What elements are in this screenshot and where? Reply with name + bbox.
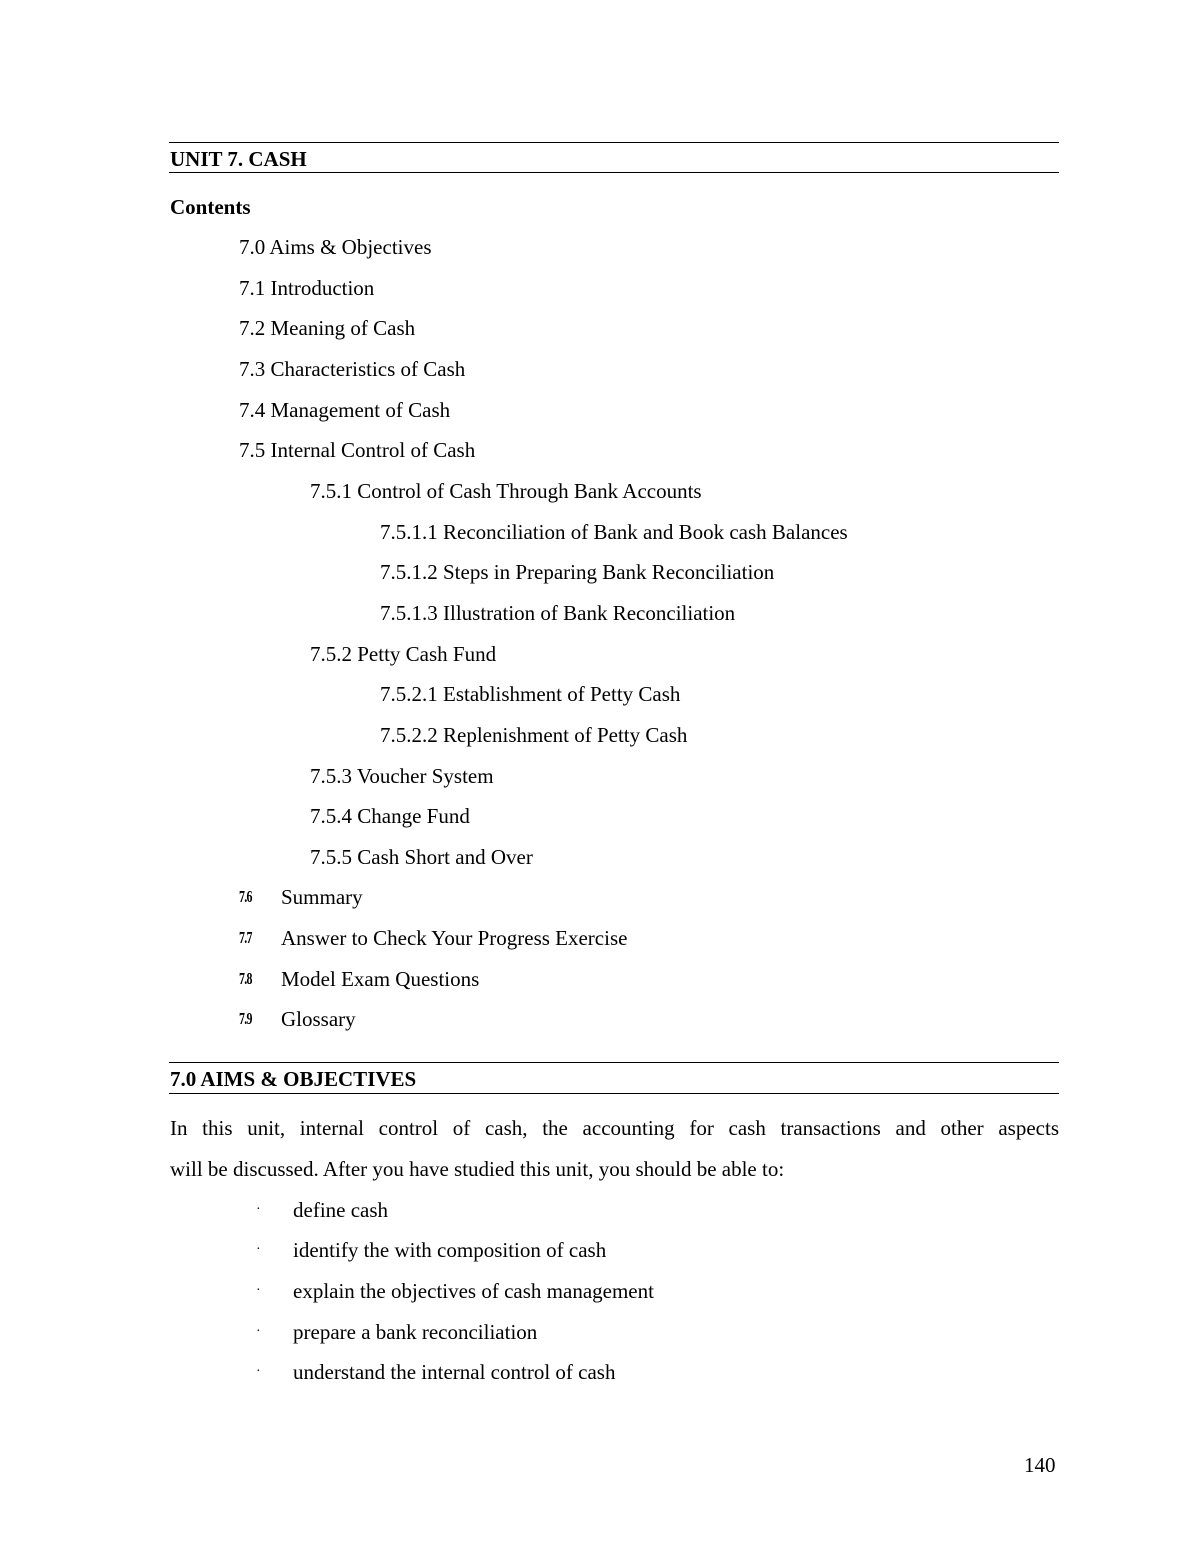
toc-item: 7.5 Internal Control of Cash [239, 438, 476, 462]
objective-item: define cash [293, 1198, 389, 1222]
toc-number: 7.9 [239, 1009, 252, 1028]
intro-paragraph-line: will be discussed. After you have studied this unit, you should be able to: [170, 1157, 785, 1181]
toc-item: 7.3 Characteristics of Cash [239, 357, 466, 381]
bullet-icon: · [256, 1364, 261, 1379]
objective-item: understand the internal control of cash [293, 1360, 616, 1384]
toc-subsubitem: 7.5.2.1 Establishment of Petty Cash [380, 682, 681, 706]
intro-paragraph-line: In this unit, internal control of cash, the accounting for cash transactions and other aspects [170, 1116, 1059, 1140]
objective-item: prepare a bank reconciliation [293, 1320, 538, 1344]
section-top-rule [169, 1062, 1059, 1063]
objective-item: explain the objectives of cash management [293, 1279, 654, 1303]
bullet-icon: · [256, 1202, 261, 1217]
toc-subsubitem: 7.5.1.2 Steps in Preparing Bank Reconciliation [380, 560, 775, 584]
toc-item: Model Exam Questions [281, 967, 480, 991]
toc-number: 7.8 [239, 969, 252, 988]
toc-subsubitem: 7.5.1.1 Reconciliation of Bank and Book cash Balances [380, 520, 848, 544]
page-number: 140 [1024, 1453, 1056, 1477]
toc-item: 7.0 Aims & Objectives [239, 235, 432, 259]
toc-subsubitem: 7.5.1.3 Illustration of Bank Reconciliation [380, 601, 736, 625]
toc-item: 7.1 Introduction [239, 276, 375, 300]
section-heading: 7.0 AIMS & OBJECTIVES [170, 1067, 417, 1091]
title-bottom-rule [169, 172, 1059, 173]
bullet-icon: · [256, 1283, 261, 1298]
objective-item: identify the with composition of cash [293, 1238, 607, 1262]
bullet-icon: · [256, 1242, 261, 1257]
title-top-rule [169, 142, 1059, 143]
toc-item: Glossary [281, 1007, 356, 1031]
toc-subitem: 7.5.1 Control of Cash Through Bank Accounts [310, 479, 702, 503]
toc-item: Summary [281, 885, 363, 909]
contents-heading: Contents [170, 195, 251, 219]
toc-item: 7.4 Management of Cash [239, 398, 451, 422]
toc-item: 7.2 Meaning of Cash [239, 316, 416, 340]
unit-title: UNIT 7. CASH [170, 147, 307, 171]
toc-subitem: 7.5.2 Petty Cash Fund [310, 642, 497, 666]
toc-subitem: 7.5.3 Voucher System [310, 764, 494, 788]
toc-number: 7.6 [239, 887, 252, 906]
toc-item: Answer to Check Your Progress Exercise [281, 926, 628, 950]
toc-number: 7.7 [239, 928, 252, 947]
bullet-icon: · [256, 1324, 261, 1339]
section-bottom-rule [169, 1093, 1059, 1094]
toc-subitem: 7.5.5 Cash Short and Over [310, 845, 533, 869]
toc-subsubitem: 7.5.2.2 Replenishment of Petty Cash [380, 723, 688, 747]
toc-subitem: 7.5.4 Change Fund [310, 804, 470, 828]
